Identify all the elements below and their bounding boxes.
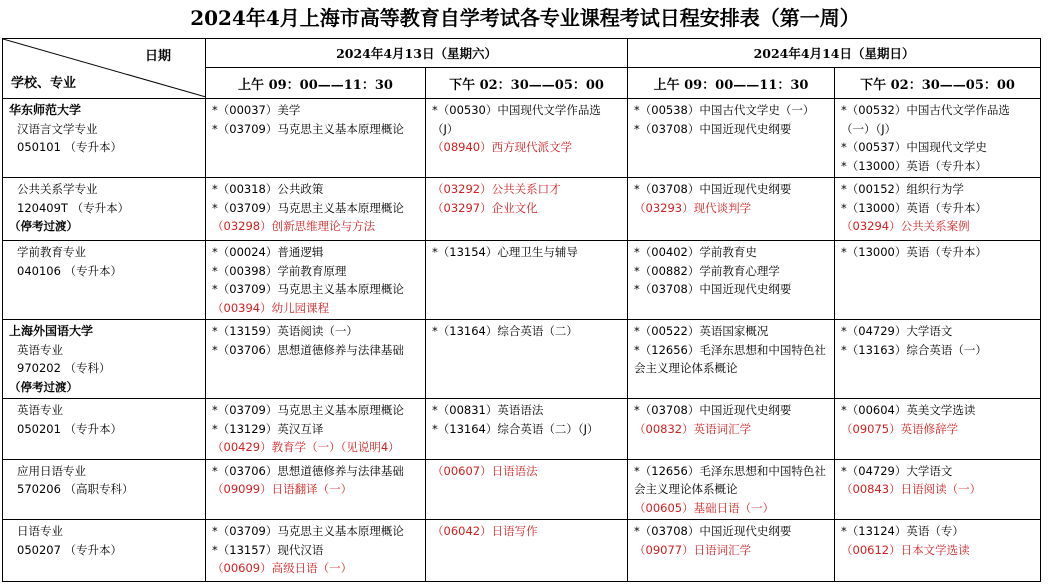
course-item: （03294）公共关系案例	[841, 219, 970, 233]
page-title: 2024年4月上海市高等教育自学考试各专业课程考试日程安排表（第一周）	[190, 6, 860, 30]
course-item: （J）	[432, 121, 459, 136]
course-item: （03297）企业文化	[432, 200, 538, 215]
day2-header: 2024年4月14日（星期日）	[628, 39, 1041, 68]
course-item: *（13164）综合英语（二）	[432, 324, 578, 338]
day1-pm-header: 下午 02：30——05：00	[426, 68, 628, 99]
school-major-cell	[3, 241, 206, 320]
course-item: *（00537）中国现代文学史	[841, 140, 987, 154]
exam-cell-1	[206, 520, 426, 582]
transition-note: （停考过渡）	[9, 379, 78, 394]
course-item: （00394）幼儿园课程	[212, 300, 330, 315]
exam-cell-3	[628, 320, 835, 399]
exam-cell-2	[426, 241, 628, 320]
course-item: *（13124）英语（专）	[841, 524, 964, 538]
table-row	[3, 178, 1041, 241]
course-item: *（00152）组织行为学	[841, 182, 964, 196]
course-item: （00429）教育学（一）（见说明4）	[212, 440, 400, 454]
course-item: *（13000）英语（专升本）	[841, 245, 987, 259]
day1-header: 2024年4月13日（星期六）	[206, 39, 628, 68]
day2-am-header: 上午 09：00——11：30	[628, 68, 835, 99]
major-name: 汉语言文学专业	[17, 121, 98, 136]
exam-cell-2	[426, 520, 628, 582]
course-item: *（03709）马克思主义基本原理概论	[212, 121, 404, 136]
course-item: *（13129）英汉互译	[212, 421, 324, 436]
table-row	[3, 399, 1041, 460]
exam-cell-2	[426, 178, 628, 241]
school-major-label: 学校、专业	[11, 76, 77, 91]
course-item: *（00831）英语语法	[432, 403, 544, 417]
course-item: *（13000）英语（专升本）	[841, 158, 987, 173]
course-item: （09075）英语修辞学	[841, 421, 959, 436]
major-code: 050101 （专升本）	[17, 140, 123, 154]
course-item: *（03706）思想道德修养与法律基础	[212, 342, 404, 357]
major-name: 日语专业	[17, 524, 63, 538]
course-item: *（00882）学前教育心理学	[634, 263, 780, 278]
day1-am-header: 上午 09：00——11：30	[206, 68, 426, 99]
major-name: 公共关系学专业	[17, 182, 98, 196]
exam-cell-4	[835, 241, 1041, 320]
school-major-cell	[3, 459, 206, 520]
course-item: *（13154）心理卫生与辅导	[432, 245, 578, 259]
course-item: （00843）日语阅读（一）	[841, 482, 982, 496]
course-item: *（00037）美学	[212, 103, 301, 117]
school-major-cell	[3, 99, 206, 178]
course-item: （09099）日语翻译（一）	[212, 482, 353, 496]
course-item: *（03708）中国近现代史纲要	[634, 282, 792, 296]
major-name: 英语专业	[17, 403, 63, 417]
course-item: *（03706）思想道德修养与法律基础	[212, 463, 404, 478]
course-item: *（13159）英语阅读（一）	[212, 324, 358, 338]
course-item: （06042）日语写作	[432, 524, 538, 538]
exam-cell-4	[835, 399, 1041, 460]
exam-cell-1	[206, 320, 426, 399]
exam-cell-1	[206, 241, 426, 320]
course-item: *（04729）大学语文	[841, 463, 953, 478]
course-item: （03293）现代谈判学	[634, 200, 752, 215]
course-item: *（00402）学前教育史	[634, 245, 757, 259]
course-item: *（03708）中国近现代史纲要	[634, 403, 792, 417]
course-item: （03298）创新思维理论与方法	[212, 219, 376, 233]
exam-cell-1	[206, 99, 426, 178]
major-name: 英语专业	[17, 342, 63, 357]
transition-note: （停考过渡）	[9, 219, 78, 233]
course-item: *（03709）马克思主义基本原理概论	[212, 524, 404, 538]
table-row	[3, 459, 1041, 520]
exam-cell-4	[835, 520, 1041, 582]
exam-cell-3	[628, 241, 835, 320]
course-item: *（13000）英语（专升本）	[841, 200, 987, 215]
exam-cell-1	[206, 178, 426, 241]
course-item: *（00604）英美文学选读	[841, 403, 976, 417]
course-item: （03292）公共关系口才	[432, 182, 561, 196]
school-major-cell	[3, 520, 206, 582]
course-item: （08940）西方现代派文学	[432, 140, 573, 154]
course-item: *（00530）中国现代文学作品选	[432, 103, 601, 117]
course-item: *（03708）中国近现代史纲要	[634, 182, 792, 196]
date-label: 日期	[144, 49, 171, 64]
course-item: *（13164）综合英语（二）（J）	[432, 421, 599, 436]
course-item: *（03708）中国近现代史纲要	[634, 121, 792, 136]
course-item: *（00318）公共政策	[212, 182, 324, 196]
course-item: *（04729）大学语文	[841, 324, 953, 338]
exam-cell-2	[426, 99, 628, 178]
major-code: 040106 （专升本）	[17, 263, 123, 278]
course-item: *（00522）英语国家概况	[634, 324, 769, 338]
exam-cell-1	[206, 399, 426, 460]
exam-cell-4	[835, 99, 1041, 178]
course-item: *（03708）中国近现代史纲要	[634, 524, 792, 538]
exam-cell-3	[628, 399, 835, 460]
school-major-cell	[3, 320, 206, 399]
schedule-table	[2, 38, 1041, 582]
course-item: *（00024）普通逻辑	[212, 245, 324, 259]
table-row	[3, 520, 1041, 582]
exam-cell-2	[426, 320, 628, 399]
course-item: *（12656）毛泽东思想和中国特色社会主义理论体系概论	[634, 342, 826, 375]
course-item: （00607）日语语法	[432, 463, 538, 478]
course-item: *（03709）马克思主义基本原理概论	[212, 403, 404, 417]
exam-cell-4	[835, 459, 1041, 520]
course-item: *（13163）综合英语（一）	[841, 342, 987, 357]
exam-cell-1	[206, 459, 426, 520]
header-corner-cell	[3, 39, 206, 99]
course-item: *（03709）马克思主义基本原理概论	[212, 200, 404, 215]
major-code: 120409T （专升本）	[17, 200, 130, 215]
course-item: （00609）高级日语（一）	[212, 561, 353, 575]
major-code: 050207 （专升本）	[17, 542, 123, 557]
school-major-cell	[3, 178, 206, 241]
school-name: 上海外国语大学	[9, 324, 94, 338]
course-item: *（03709）马克思主义基本原理概论	[212, 282, 404, 296]
major-code: 570206 （高职专科）	[17, 482, 134, 496]
school-name: 华东师范大学	[9, 103, 82, 117]
course-item: *（00538）中国古代文学史（一）	[634, 103, 815, 117]
table-row	[3, 99, 1041, 178]
course-item: （00832）英语词汇学	[634, 421, 752, 436]
major-name: 应用日语专业	[17, 463, 86, 478]
course-item: （一）（J）	[841, 121, 897, 136]
table-row	[3, 320, 1041, 399]
exam-cell-3	[628, 178, 835, 241]
course-item: （00612）日本文学选读	[841, 542, 970, 557]
course-item: （00605）基础日语（一）	[634, 500, 775, 515]
table-row	[3, 241, 1041, 320]
exam-cell-2	[426, 459, 628, 520]
exam-cell-4	[835, 320, 1041, 399]
course-item: （09077）日语词汇学	[634, 542, 752, 557]
major-code: 050201 （专升本）	[17, 421, 123, 436]
course-item: *（00398）学前教育原理	[212, 263, 347, 278]
exam-cell-3	[628, 520, 835, 582]
course-item: *（12656）毛泽东思想和中国特色社会主义理论体系概论	[634, 463, 826, 496]
course-item: *（13157）现代汉语	[212, 542, 324, 557]
exam-cell-4	[835, 178, 1041, 241]
major-code: 970202 （专科）	[17, 361, 111, 375]
exam-cell-3	[628, 459, 835, 520]
course-item: *（00532）中国古代文学作品选	[841, 103, 1010, 117]
exam-cell-2	[426, 399, 628, 460]
major-name: 学前教育专业	[17, 245, 86, 259]
exam-cell-3	[628, 99, 835, 178]
school-major-cell	[3, 399, 206, 460]
day2-pm-header: 下午 02：30——05：00	[835, 68, 1041, 99]
